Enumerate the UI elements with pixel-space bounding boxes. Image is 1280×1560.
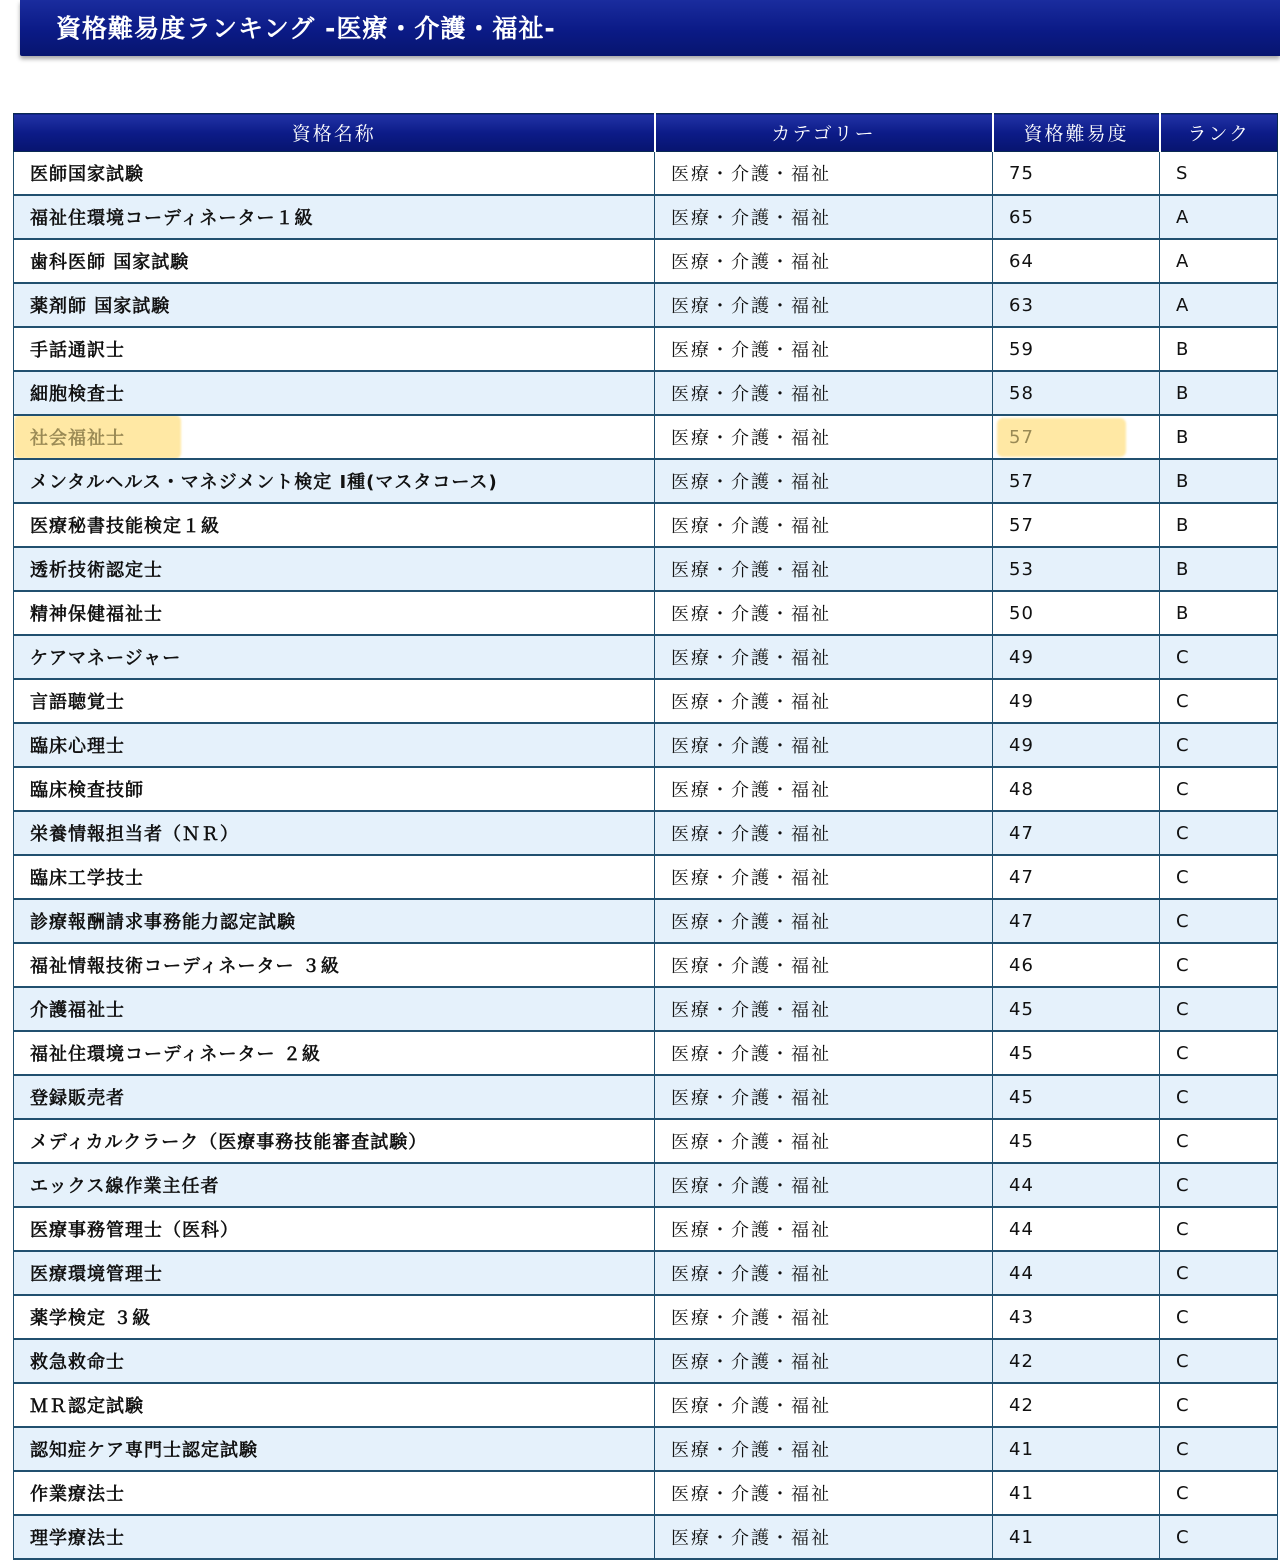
cell-category	[655, 415, 993, 459]
cell-name-text: エックス線作業主任者	[30, 1176, 220, 1197]
table-row	[14, 1163, 1278, 1207]
cell-difficulty-text: 41	[1009, 1482, 1034, 1504]
table-row	[14, 1119, 1278, 1163]
cell-name-text: 薬剤師 国家試験	[30, 296, 171, 317]
cell-name	[14, 1075, 655, 1119]
cell-difficulty-text: 45	[1009, 1086, 1034, 1108]
table-row	[14, 1075, 1278, 1119]
cell-rank	[1160, 987, 1278, 1031]
cell-rank-text: A	[1176, 250, 1189, 272]
cell-name	[14, 283, 655, 327]
cell-rank-text: B	[1176, 514, 1189, 536]
cell-rank-text: C	[1176, 690, 1189, 712]
cell-difficulty-highlighted-text: 57	[1009, 426, 1034, 448]
cell-name-text: 手話通訳士	[30, 340, 125, 361]
cell-difficulty	[993, 152, 1160, 196]
cell-category-text: 医療・介護・福祉	[671, 956, 831, 977]
cell-rank	[1160, 1427, 1278, 1471]
cell-name	[14, 371, 655, 415]
cell-name-text: 福祉住環境コーディネーター１級	[30, 208, 314, 229]
cell-difficulty-text: 45	[1009, 1042, 1034, 1064]
cell-category-text: 医療・介護・福祉	[671, 692, 831, 713]
cell-rank	[1160, 767, 1278, 811]
cell-rank-text: C	[1176, 778, 1189, 800]
cell-name-text: 細胞検査士	[30, 384, 125, 405]
cell-category	[655, 811, 993, 855]
cell-rank-text: A	[1176, 206, 1189, 228]
table-row	[14, 591, 1278, 635]
cell-difficulty	[993, 1207, 1160, 1251]
cell-difficulty-text: 44	[1009, 1262, 1034, 1284]
cell-rank	[1160, 1515, 1278, 1559]
cell-difficulty-text: 47	[1009, 822, 1034, 844]
cell-rank-text: B	[1176, 338, 1189, 360]
cell-category-text: 医療・介護・福祉	[671, 912, 831, 933]
ranking-table	[13, 113, 1278, 1560]
cell-name-text: 福祉情報技術コーディネーター ３級	[30, 956, 340, 977]
header-difficulty: 資格難易度	[993, 114, 1160, 152]
cell-category	[655, 1515, 993, 1559]
cell-rank-text: C	[1176, 998, 1189, 1020]
cell-name	[14, 767, 655, 811]
cell-difficulty	[993, 371, 1160, 415]
cell-name-text: 診療報酬請求事務能力認定試験	[30, 912, 296, 933]
cell-name	[14, 503, 655, 547]
cell-name	[14, 899, 655, 943]
cell-name-text: メディカルクラーク（医療事務技能審査試験）	[30, 1132, 428, 1153]
table-row	[14, 195, 1278, 239]
cell-name-text: 精神保健福祉士	[30, 604, 163, 625]
cell-difficulty-text: 41	[1009, 1438, 1034, 1460]
cell-category	[655, 327, 993, 371]
cell-category-text: 医療・介護・福祉	[671, 1352, 831, 1373]
cell-difficulty-text: 49	[1009, 734, 1034, 756]
cell-category-text: 医療・介護・福祉	[671, 472, 831, 493]
cell-rank	[1160, 1031, 1278, 1075]
cell-difficulty	[993, 899, 1160, 943]
cell-name	[14, 1119, 655, 1163]
cell-rank-text: C	[1176, 910, 1189, 932]
cell-category	[655, 195, 993, 239]
cell-name	[14, 855, 655, 899]
cell-name	[14, 1427, 655, 1471]
cell-name	[14, 327, 655, 371]
cell-rank-text: C	[1176, 1350, 1189, 1372]
cell-difficulty-text: 42	[1009, 1350, 1034, 1372]
cell-difficulty	[993, 811, 1160, 855]
cell-category-text: 医療・介護・福祉	[671, 340, 831, 361]
cell-category-text: 医療・介護・福祉	[671, 868, 831, 889]
cell-name	[14, 591, 655, 635]
table-row	[14, 1031, 1278, 1075]
table-row	[14, 1207, 1278, 1251]
table-row	[14, 283, 1278, 327]
cell-category	[655, 283, 993, 327]
cell-name-text: 医師国家試験	[30, 164, 144, 185]
cell-category	[655, 152, 993, 196]
cell-rank	[1160, 811, 1278, 855]
cell-category-text: 医療・介護・福祉	[671, 1484, 831, 1505]
cell-difficulty-text: 50	[1009, 602, 1034, 624]
cell-name-text: 福祉住環境コーディネーター ２級	[30, 1044, 321, 1065]
cell-category-text: 医療・介護・福祉	[671, 1132, 831, 1153]
cell-category-text: 医療・介護・福祉	[671, 604, 831, 625]
cell-category	[655, 943, 993, 987]
cell-category-text: 医療・介護・福祉	[671, 428, 831, 449]
table-row	[14, 1251, 1278, 1295]
cell-difficulty	[993, 547, 1160, 591]
cell-difficulty-text: 44	[1009, 1174, 1034, 1196]
cell-difficulty	[993, 239, 1160, 283]
page-title-bar	[20, 0, 1280, 56]
cell-rank-text: C	[1176, 954, 1189, 976]
table-row	[14, 943, 1278, 987]
cell-name-text: 臨床工学技士	[30, 868, 144, 889]
table-header	[14, 114, 1278, 152]
cell-difficulty-text: 49	[1009, 646, 1034, 668]
cell-rank	[1160, 1383, 1278, 1427]
cell-rank-text: C	[1176, 1482, 1189, 1504]
table-row	[14, 723, 1278, 767]
header-row	[14, 114, 1278, 152]
cell-category-text: 医療・介護・福祉	[671, 384, 831, 405]
cell-category	[655, 987, 993, 1031]
cell-name	[14, 811, 655, 855]
cell-rank	[1160, 723, 1278, 767]
table-row	[14, 152, 1278, 196]
table-row	[14, 547, 1278, 591]
cell-category	[655, 1075, 993, 1119]
cell-name	[14, 943, 655, 987]
cell-name	[14, 1295, 655, 1339]
cell-category-text: 医療・介護・福祉	[671, 252, 831, 273]
cell-name-text: 透析技術認定士	[30, 560, 163, 581]
cell-rank-text: C	[1176, 734, 1189, 756]
cell-difficulty-text: 47	[1009, 910, 1034, 932]
cell-difficulty	[993, 1383, 1160, 1427]
cell-rank-text: B	[1176, 426, 1189, 448]
cell-name-text: 薬学検定 ３級	[30, 1308, 152, 1329]
table-row	[14, 503, 1278, 547]
cell-difficulty-text: 45	[1009, 998, 1034, 1020]
cell-category	[655, 1251, 993, 1295]
header-name: 資格名称	[14, 114, 655, 152]
cell-difficulty-text: 63	[1009, 294, 1034, 316]
cell-name	[14, 459, 655, 503]
cell-rank-text: C	[1176, 1042, 1189, 1064]
cell-difficulty	[993, 679, 1160, 723]
table-row	[14, 459, 1278, 503]
cell-category	[655, 547, 993, 591]
cell-difficulty	[993, 503, 1160, 547]
cell-name	[14, 1207, 655, 1251]
cell-name	[14, 1031, 655, 1075]
cell-name	[14, 239, 655, 283]
cell-category-text: 医療・介護・福祉	[671, 560, 831, 581]
cell-difficulty	[993, 1163, 1160, 1207]
cell-difficulty-text: 45	[1009, 1130, 1034, 1152]
cell-category-text: 医療・介護・福祉	[671, 208, 831, 229]
cell-difficulty	[993, 723, 1160, 767]
cell-difficulty	[993, 1251, 1160, 1295]
cell-difficulty-text: 49	[1009, 690, 1034, 712]
cell-name	[14, 195, 655, 239]
ranking-table-container	[13, 113, 1277, 1560]
cell-name-highlighted-text: 社会福祉士	[30, 424, 125, 450]
cell-difficulty-text: 65	[1009, 206, 1034, 228]
cell-rank	[1160, 591, 1278, 635]
cell-name-text: 理学療法士	[30, 1528, 125, 1549]
cell-category-text: 医療・介護・福祉	[671, 1220, 831, 1241]
cell-difficulty-text: 46	[1009, 954, 1034, 976]
cell-name-text: 臨床心理士	[30, 736, 125, 757]
header-rank: ランク	[1160, 114, 1278, 152]
cell-rank-text: C	[1176, 1130, 1189, 1152]
table-row	[14, 327, 1278, 371]
cell-category-text: 医療・介護・福祉	[671, 516, 831, 537]
table-row	[14, 811, 1278, 855]
cell-rank	[1160, 855, 1278, 899]
cell-difficulty	[993, 635, 1160, 679]
cell-rank	[1160, 1339, 1278, 1383]
cell-category	[655, 239, 993, 283]
table-row	[14, 987, 1278, 1031]
cell-category	[655, 679, 993, 723]
cell-rank-text: C	[1176, 1306, 1189, 1328]
cell-difficulty-text: 57	[1009, 514, 1034, 536]
cell-rank-text: C	[1176, 1526, 1189, 1548]
table-row	[14, 767, 1278, 811]
cell-difficulty-text: 48	[1009, 778, 1034, 800]
cell-rank	[1160, 1295, 1278, 1339]
cell-name	[14, 1515, 655, 1559]
table-row	[14, 371, 1278, 415]
cell-name	[14, 635, 655, 679]
table-row	[14, 239, 1278, 283]
header-category: カテゴリー	[655, 114, 993, 152]
cell-category-text: 医療・介護・福祉	[671, 1396, 831, 1417]
cell-rank-text: C	[1176, 1394, 1189, 1416]
cell-rank	[1160, 1251, 1278, 1295]
cell-rank-text: C	[1176, 1218, 1189, 1240]
cell-name-text: 登録販売者	[30, 1088, 125, 1109]
cell-rank-text: B	[1176, 470, 1189, 492]
cell-rank-text: C	[1176, 1086, 1189, 1108]
cell-category	[655, 1295, 993, 1339]
cell-difficulty	[993, 591, 1160, 635]
cell-name-text: 歯科医師 国家試験	[30, 252, 190, 273]
cell-difficulty	[993, 1075, 1160, 1119]
cell-category	[655, 371, 993, 415]
cell-category-text: 医療・介護・福祉	[671, 1044, 831, 1065]
cell-category	[655, 723, 993, 767]
cell-name-text: 言語聴覚士	[30, 692, 125, 713]
cell-name-text: 認知症ケア専門士認定試験	[30, 1440, 258, 1461]
cell-category-text: 医療・介護・福祉	[671, 1528, 831, 1549]
table-row	[14, 1471, 1278, 1515]
cell-name	[14, 1471, 655, 1515]
cell-category-text: 医療・介護・福祉	[671, 648, 831, 669]
cell-category	[655, 635, 993, 679]
cell-difficulty-text: 44	[1009, 1218, 1034, 1240]
cell-rank	[1160, 899, 1278, 943]
cell-difficulty-text: 57	[1009, 470, 1034, 492]
cell-name	[14, 415, 655, 459]
cell-name	[14, 679, 655, 723]
table-row	[14, 1295, 1278, 1339]
cell-rank	[1160, 1471, 1278, 1515]
cell-difficulty	[993, 987, 1160, 1031]
cell-difficulty-text: 43	[1009, 1306, 1034, 1328]
page-title: 資格難易度ランキング -医療・介護・福祉-	[56, 14, 556, 43]
cell-category	[655, 855, 993, 899]
cell-rank	[1160, 679, 1278, 723]
cell-name-text: 作業療法士	[30, 1484, 125, 1505]
cell-name-text: 臨床検査技師	[30, 780, 144, 801]
cell-category-text: 医療・介護・福祉	[671, 780, 831, 801]
cell-difficulty	[993, 195, 1160, 239]
cell-category	[655, 459, 993, 503]
table-row	[14, 1515, 1278, 1559]
cell-category	[655, 1207, 993, 1251]
cell-name-text: ＭＲ認定試験	[30, 1396, 144, 1417]
table-row	[14, 899, 1278, 943]
cell-rank	[1160, 1075, 1278, 1119]
cell-category-text: 医療・介護・福祉	[671, 164, 831, 185]
cell-category	[655, 1163, 993, 1207]
cell-category	[655, 503, 993, 547]
cell-difficulty-text: 64	[1009, 250, 1034, 272]
cell-rank	[1160, 547, 1278, 591]
cell-rank	[1160, 635, 1278, 679]
cell-rank	[1160, 1163, 1278, 1207]
table-body	[14, 152, 1278, 1560]
cell-category	[655, 767, 993, 811]
cell-name	[14, 547, 655, 591]
cell-category-text: 医療・介護・福祉	[671, 1088, 831, 1109]
cell-rank-text: S	[1176, 162, 1188, 184]
cell-name	[14, 1251, 655, 1295]
cell-name-text: 医療事務管理士（医科）	[30, 1220, 239, 1241]
cell-rank-text: B	[1176, 382, 1189, 404]
cell-difficulty	[993, 415, 1160, 459]
cell-difficulty	[993, 1031, 1160, 1075]
cell-difficulty	[993, 327, 1160, 371]
cell-rank	[1160, 239, 1278, 283]
cell-name	[14, 1339, 655, 1383]
cell-rank	[1160, 371, 1278, 415]
cell-name	[14, 1163, 655, 1207]
table-row	[14, 679, 1278, 723]
cell-category	[655, 1427, 993, 1471]
cell-name	[14, 152, 655, 196]
cell-category	[655, 591, 993, 635]
cell-difficulty-text: 53	[1009, 558, 1034, 580]
cell-category-text: 医療・介護・福祉	[671, 1000, 831, 1021]
cell-difficulty-text: 41	[1009, 1526, 1034, 1548]
cell-rank-text: C	[1176, 866, 1189, 888]
cell-category-text: 医療・介護・福祉	[671, 736, 831, 757]
cell-category	[655, 1383, 993, 1427]
cell-name-text: 医療秘書技能検定１級	[30, 516, 220, 537]
cell-difficulty	[993, 1295, 1160, 1339]
table-row	[14, 635, 1278, 679]
cell-difficulty	[993, 1339, 1160, 1383]
cell-difficulty	[993, 1119, 1160, 1163]
cell-name	[14, 987, 655, 1031]
cell-category-text: 医療・介護・福祉	[671, 1308, 831, 1329]
cell-category	[655, 1119, 993, 1163]
cell-name-text: 救急救命士	[30, 1352, 125, 1373]
table-row	[14, 415, 1278, 459]
table-row	[14, 1339, 1278, 1383]
cell-rank	[1160, 415, 1278, 459]
cell-difficulty-text: 42	[1009, 1394, 1034, 1416]
cell-category-text: 医療・介護・福祉	[671, 1176, 831, 1197]
cell-rank	[1160, 1119, 1278, 1163]
cell-name	[14, 1383, 655, 1427]
cell-category-text: 医療・介護・福祉	[671, 296, 831, 317]
cell-difficulty-text: 59	[1009, 338, 1034, 360]
cell-difficulty	[993, 459, 1160, 503]
cell-category	[655, 1031, 993, 1075]
cell-name-text: 栄養情報担当者（ＮＲ）	[30, 824, 239, 845]
cell-rank	[1160, 459, 1278, 503]
cell-category	[655, 899, 993, 943]
cell-name-text: ケアマネージャー	[30, 648, 182, 669]
cell-rank	[1160, 327, 1278, 371]
table-row	[14, 1427, 1278, 1471]
cell-difficulty	[993, 1515, 1160, 1559]
cell-rank-text: C	[1176, 646, 1189, 668]
cell-difficulty	[993, 1471, 1160, 1515]
cell-rank-text: B	[1176, 602, 1189, 624]
cell-rank-text: C	[1176, 1174, 1189, 1196]
cell-category	[655, 1339, 993, 1383]
cell-difficulty-text: 75	[1009, 162, 1034, 184]
cell-difficulty	[993, 767, 1160, 811]
cell-rank	[1160, 943, 1278, 987]
cell-category-text: 医療・介護・福祉	[671, 1440, 831, 1461]
cell-rank-text: B	[1176, 558, 1189, 580]
cell-rank-text: A	[1176, 294, 1189, 316]
cell-category-text: 医療・介護・福祉	[671, 824, 831, 845]
cell-category	[655, 1471, 993, 1515]
table-row	[14, 1383, 1278, 1427]
cell-difficulty-text: 58	[1009, 382, 1034, 404]
cell-rank	[1160, 503, 1278, 547]
cell-difficulty	[993, 943, 1160, 987]
cell-rank-text: C	[1176, 1438, 1189, 1460]
cell-difficulty	[993, 855, 1160, 899]
cell-rank	[1160, 195, 1278, 239]
cell-rank-text: C	[1176, 1262, 1189, 1284]
cell-name-text: 医療環境管理士	[30, 1264, 163, 1285]
cell-name-text: 介護福祉士	[30, 1000, 125, 1021]
cell-difficulty	[993, 1427, 1160, 1471]
cell-name-text: メンタルヘルス・マネジメント検定 Ⅰ種(マスタコース)	[30, 472, 498, 493]
cell-name	[14, 723, 655, 767]
cell-rank	[1160, 1207, 1278, 1251]
cell-difficulty	[993, 283, 1160, 327]
cell-difficulty-text: 47	[1009, 866, 1034, 888]
cell-rank	[1160, 152, 1278, 196]
cell-rank-text: C	[1176, 822, 1189, 844]
table-row	[14, 855, 1278, 899]
cell-rank	[1160, 283, 1278, 327]
cell-category-text: 医療・介護・福祉	[671, 1264, 831, 1285]
